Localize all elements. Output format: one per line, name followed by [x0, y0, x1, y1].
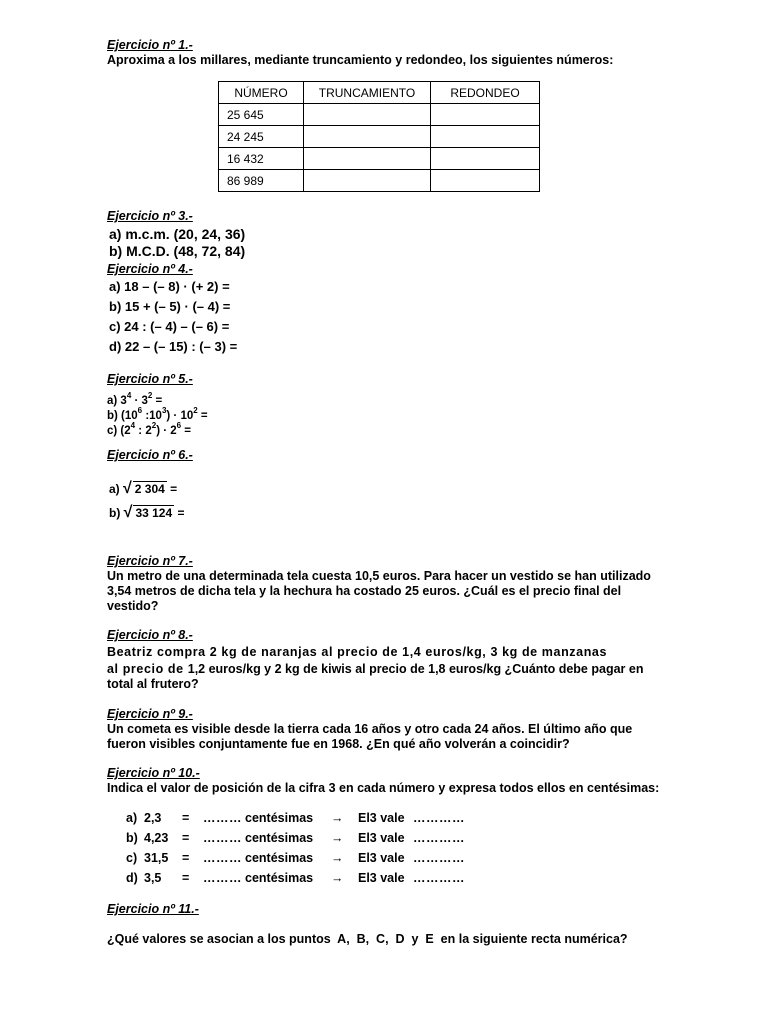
list-item: [126, 848, 465, 868]
ex5-a-base: a) 3: [107, 395, 127, 407]
ex5-c-base: c) (2: [107, 425, 131, 437]
cell-truncamiento[interactable]: [304, 104, 431, 126]
ex10-label: c): [126, 851, 138, 865]
ex5-c-exp2: 2: [151, 421, 157, 430]
ex10-items: [126, 808, 465, 888]
ex8-line-2b: 1,2 euros/kg y 2 kg de kiwis al precio de 1,8 euros/kg ¿Cuánto debe pagar en: [187, 662, 644, 676]
cell-redondeo[interactable]: [431, 126, 540, 148]
ex10-answer[interactable]: …………: [413, 811, 465, 825]
ex10-vale: El3 vale: [358, 871, 405, 885]
col-truncamiento: TRUNCAMIENTO: [304, 82, 431, 104]
ex10-title: Ejercicio nº 10.-: [107, 766, 200, 780]
ex10-unit: centésimas: [245, 811, 314, 825]
table-row: [219, 170, 540, 192]
cell-number: 25 645: [219, 104, 304, 126]
ex4-item-d: d) 22 – (– 15) : (– 3) =: [109, 339, 238, 354]
ex11-title: Ejercicio nº 11.-: [107, 902, 199, 916]
ex10-eq: =: [182, 871, 190, 885]
col-redondeo: REDONDEO: [431, 82, 540, 104]
ex5-a-exp1: 4: [126, 391, 132, 400]
ex6-a-eq: =: [170, 482, 178, 496]
ex7-line-1: Un metro de una determinada tela cuesta 10,5 euros. Para hacer un vestido se han utilizado: [107, 569, 651, 583]
ex4-item-a: a) 18 – (– 8) · (+ 2) =: [109, 279, 230, 294]
cell-truncamiento[interactable]: [304, 148, 431, 170]
ex10-number: 4,23: [144, 831, 169, 845]
arrow-right-icon: →: [331, 811, 344, 825]
ex10-unit: centésimas: [245, 871, 314, 885]
ex9-line-1: Un cometa es visible desde la tierra cada 16 años y otro cada 24 años. El último año que: [107, 722, 633, 736]
ex9-line-2: fueron visibles conjuntamente fue en 1968. ¿En qué año volverán a coincidir?: [107, 737, 570, 751]
ex1-title: Ejercicio nº 1.-: [107, 38, 193, 52]
ex10-vale: El3 vale: [358, 831, 405, 845]
ex6-a-label: a): [109, 482, 120, 496]
ex6-b-radicand: 33 124: [135, 506, 173, 520]
ex10-answer[interactable]: …………: [413, 851, 465, 865]
ex5-title: Ejercicio nº 5.-: [107, 372, 193, 386]
ex6-b-eq: =: [177, 506, 185, 520]
ex10-blank[interactable]: ………: [203, 831, 242, 845]
ex4-title: Ejercicio nº 4.-: [107, 262, 193, 276]
ex8-line-1: Beatriz compra 2 kg de naranjas al precio de 1,4 euros/kg, 3 kg de manzanas: [107, 645, 608, 659]
ex5-b-exp2: 3: [161, 406, 167, 415]
ex6-b-label: b): [109, 506, 121, 520]
ex6-title: Ejercicio nº 6.-: [107, 448, 193, 462]
ex6-item-a: [109, 481, 177, 497]
ex6-a-radicand: 2 304: [134, 482, 165, 496]
ex5-b-mid2: ) · 10: [166, 410, 194, 422]
ex5-c-mid1: : 2: [135, 425, 152, 437]
ex5-b-mid1: :10: [142, 410, 162, 422]
ex7-line-3: vestido?: [107, 599, 159, 613]
ex5-c-exp3: 6: [176, 421, 182, 430]
table-header-row: [219, 82, 540, 104]
ex3-item-a: a) m.c.m. (20, 24, 36): [109, 226, 246, 242]
ex8-line-2a: al precio de: [107, 662, 188, 676]
arrow-right-icon: →: [331, 871, 344, 885]
table-row: [219, 148, 540, 170]
ex10-vale: El3 vale: [358, 811, 405, 825]
sqrt-icon: √: [123, 480, 132, 497]
ex7-line-2: 3,54 metros de dicha tela y la hechura ha costado 25 euros. ¿Cuál es el precio final del: [107, 584, 622, 598]
ex5-a-exp2: 2: [147, 391, 153, 400]
ex10-number: 31,5: [144, 851, 169, 865]
ex5-a-eq: =: [152, 395, 163, 407]
ex8-line-3: total al frutero?: [107, 677, 199, 691]
ex5-a-mid: · 3: [131, 395, 148, 407]
ex10-label: b): [126, 831, 138, 845]
cell-number: 24 245: [219, 126, 304, 148]
ex10-vale: El3 vale: [358, 851, 405, 865]
ex8-title: Ejercicio nº 8.-: [107, 628, 193, 642]
ex10-number: 2,3: [144, 811, 162, 825]
ex7-title: Ejercicio nº 7.-: [107, 554, 193, 568]
ex10-blank[interactable]: ………: [203, 811, 242, 825]
ex10-answer[interactable]: …………: [413, 871, 465, 885]
rounding-table: [218, 81, 540, 192]
list-item: [126, 808, 465, 828]
table-row: [219, 104, 540, 126]
ex10-unit: centésimas: [245, 851, 314, 865]
ex1-text: Aproxima a los millares, mediante truncamiento y redondeo, los siguientes números:: [107, 53, 614, 67]
ex3-item-b: b) M.C.D. (48, 72, 84): [109, 243, 246, 259]
ex10-answer[interactable]: …………: [413, 831, 465, 845]
ex5-c-exp1: 4: [130, 421, 136, 430]
ex10-number: 3,5: [144, 871, 162, 885]
ex11-text: ¿Qué valores se asocian a los puntos A, B, C, D y E en la siguiente recta numérica?: [107, 932, 628, 946]
ex10-eq: =: [182, 811, 190, 825]
ex5-c-mid2: ) · 2: [156, 425, 177, 437]
sqrt-icon: √: [123, 504, 133, 521]
ex5-item-c: [107, 418, 191, 439]
ex4-item-c: c) 24 : (– 4) – (– 6) =: [109, 319, 230, 334]
ex5-b-eq: =: [197, 410, 208, 422]
cell-redondeo[interactable]: [431, 148, 540, 170]
ex5-b-base: b) (10: [107, 410, 138, 422]
ex10-blank[interactable]: ………: [203, 851, 242, 865]
arrow-right-icon: →: [331, 851, 344, 865]
ex10-text: Indica el valor de posición de la cifra 3 en cada número y expresa todos ellos en centésimas:: [107, 781, 660, 795]
ex10-unit: centésimas: [245, 831, 314, 845]
cell-redondeo[interactable]: [431, 170, 540, 192]
cell-number: 86 989: [219, 170, 304, 192]
ex10-eq: =: [182, 831, 190, 845]
ex5-b-exp1: 6: [137, 406, 143, 415]
ex5-c-eq: =: [181, 425, 192, 437]
cell-truncamiento[interactable]: [304, 170, 431, 192]
ex3-title: Ejercicio nº 3.-: [107, 209, 193, 223]
ex10-eq: =: [182, 851, 190, 865]
list-item: [126, 828, 465, 848]
col-numero: NÚMERO: [219, 82, 304, 104]
ex10-label: d): [126, 871, 138, 885]
cell-redondeo[interactable]: [431, 104, 540, 126]
ex6-item-b: [109, 505, 185, 521]
ex5-b-exp3: 2: [193, 406, 198, 415]
ex9-title: Ejercicio nº 9.-: [107, 707, 193, 721]
cell-truncamiento[interactable]: [304, 126, 431, 148]
ex10-blank[interactable]: ………: [203, 871, 242, 885]
table-row: [219, 126, 540, 148]
list-item: [126, 868, 465, 888]
ex10-label: a): [126, 811, 138, 825]
ex8-line-2: [107, 662, 643, 677]
cell-number: 16 432: [219, 148, 304, 170]
arrow-right-icon: →: [331, 831, 344, 845]
ex4-item-b: b) 15 + (– 5) · (– 4) =: [109, 299, 231, 314]
